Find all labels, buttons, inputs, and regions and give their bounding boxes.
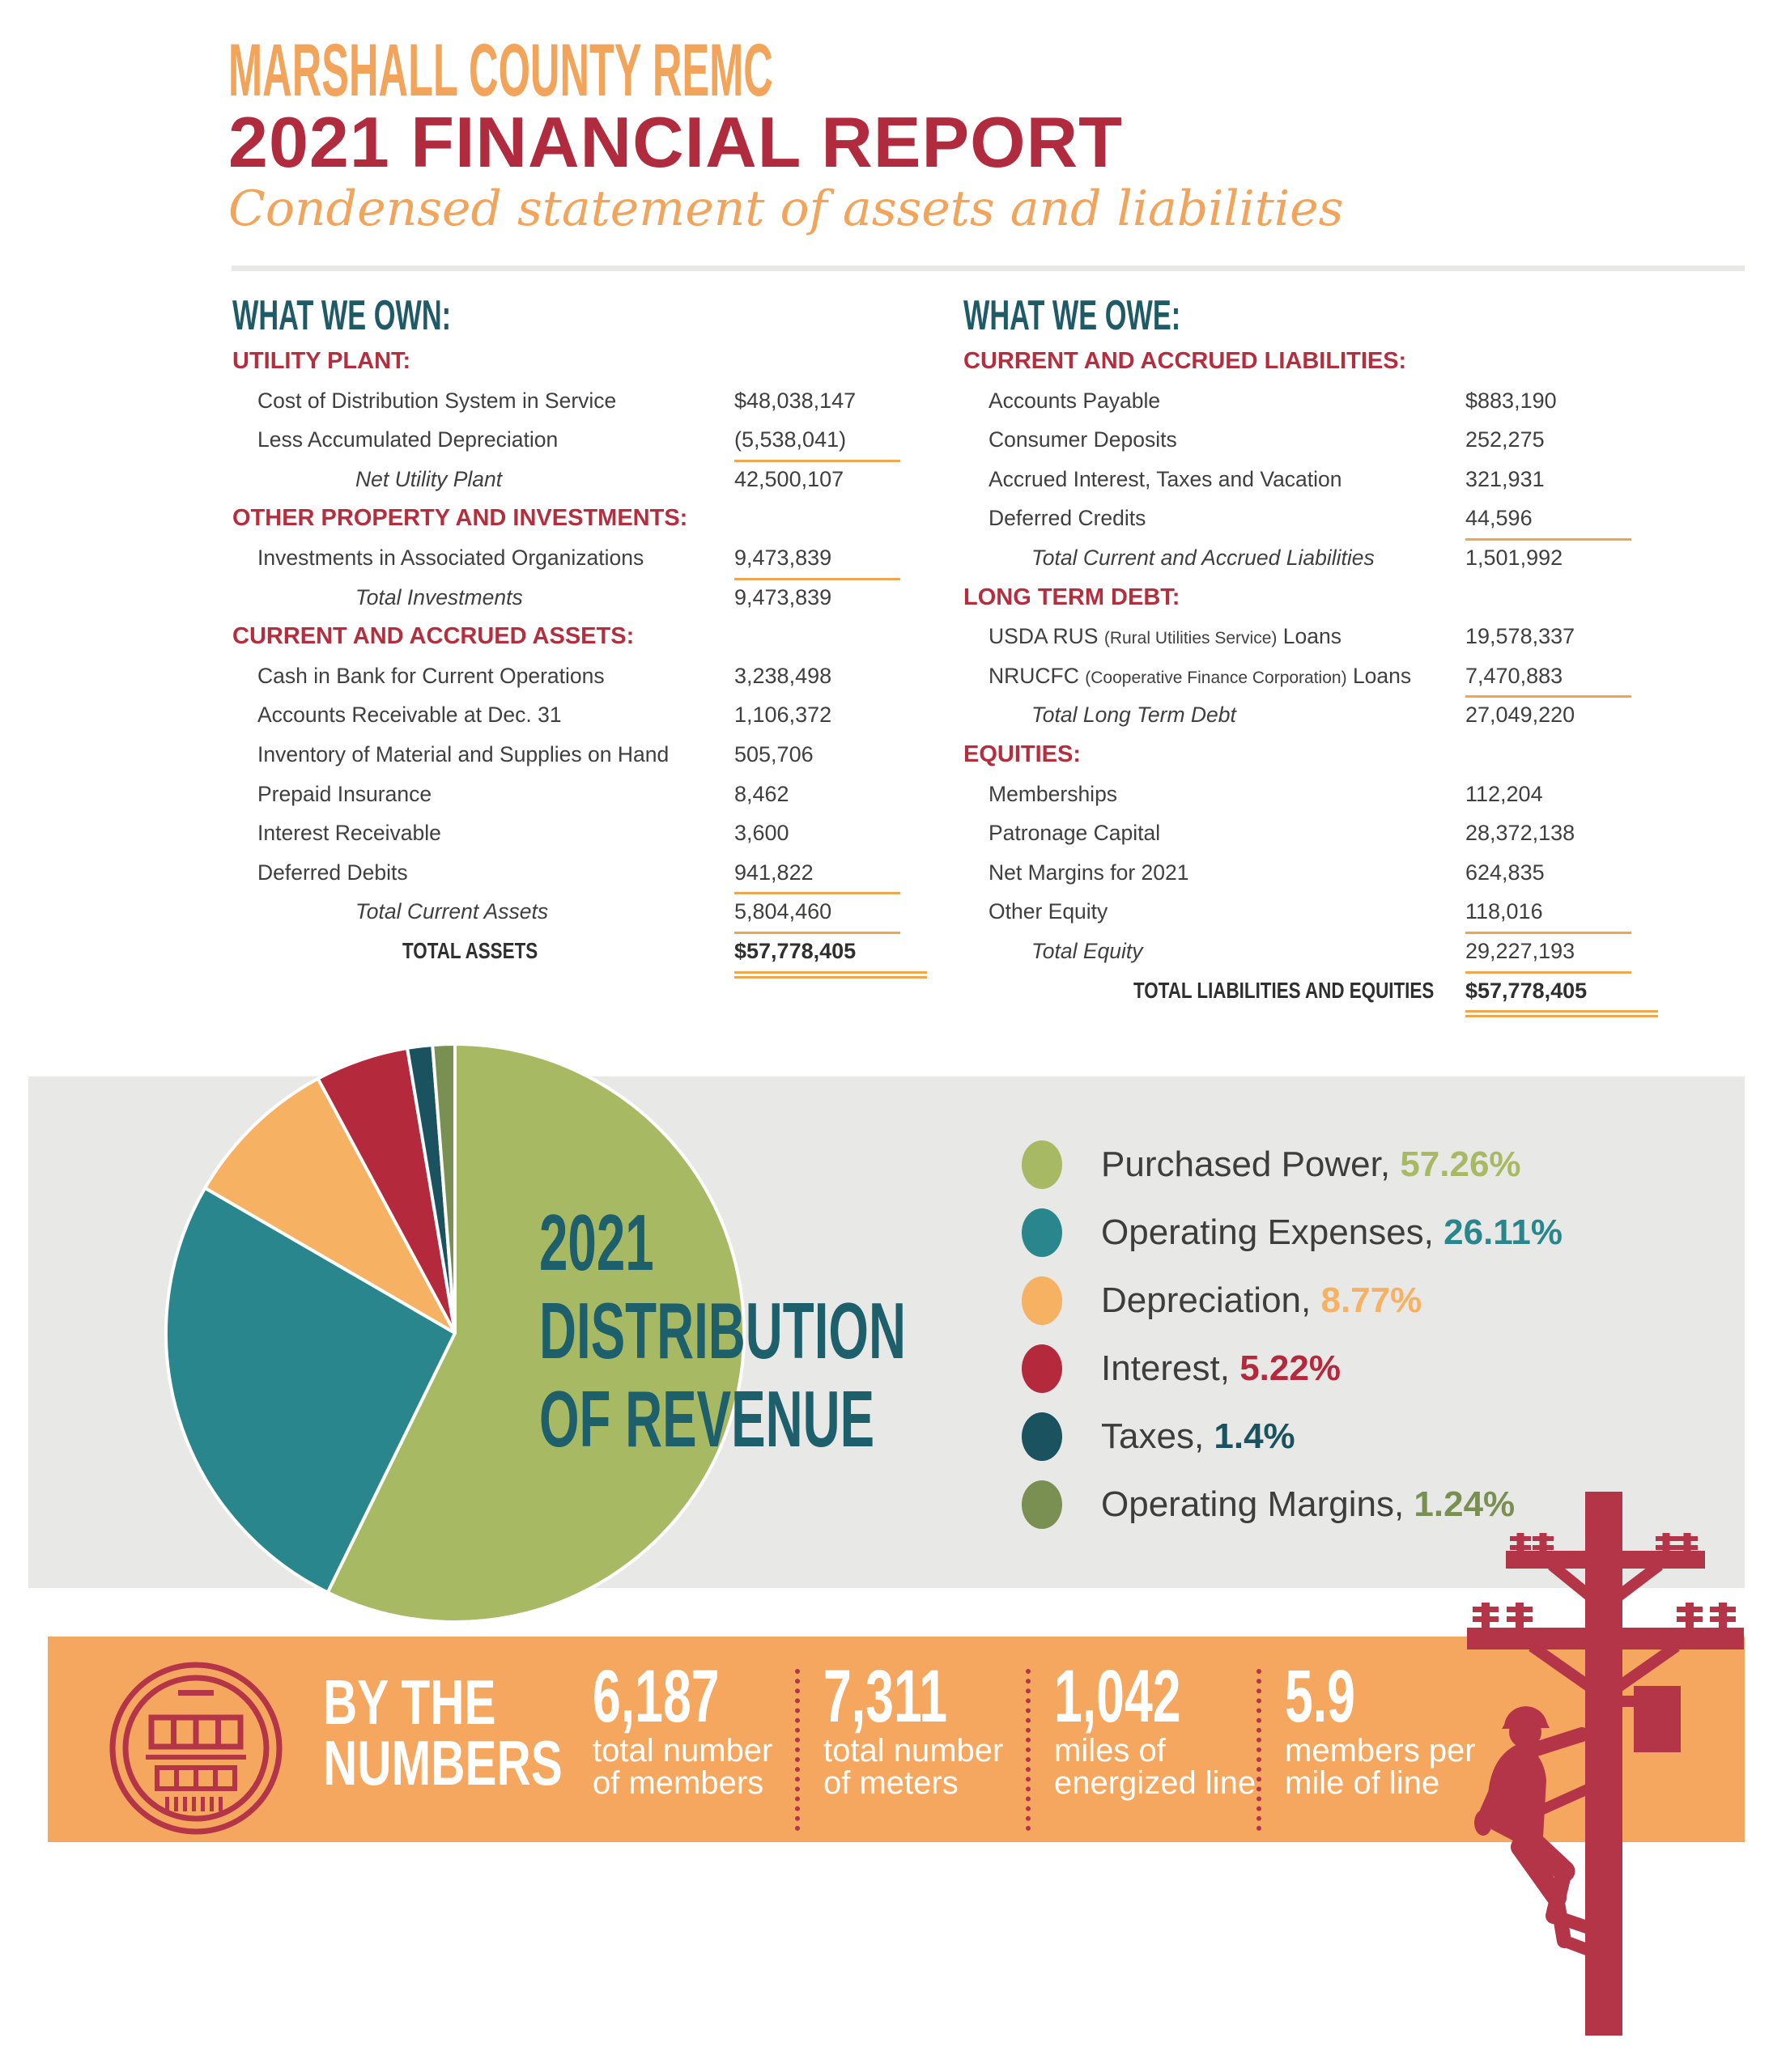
legend-item (1022, 1267, 1563, 1335)
electric-meter-icon (107, 1659, 285, 1837)
row-value: 112,204 (1465, 781, 1543, 806)
legend-label: Depreciation, 8.77% (1101, 1280, 1422, 1320)
legend-pct: 57.26% (1400, 1144, 1521, 1184)
balance-row (232, 420, 945, 460)
legend-item (1022, 1335, 1563, 1403)
balance-row (232, 932, 945, 971)
utility-pole-svg (1441, 1489, 1765, 2048)
balance-row (963, 853, 1676, 893)
legend-pct: 26.11% (1443, 1212, 1563, 1252)
row-label: NRUCFC (Cooperative Finance Corporation) Loans (989, 663, 1412, 688)
row-label: Cost of Distribution System in Service (257, 388, 617, 413)
row-value: 3,238,498 (734, 663, 832, 688)
balance-row (963, 381, 1676, 421)
lineman-on-utility-pole-illustration (1441, 1489, 1765, 2048)
row-label: Total Equity (1031, 938, 1143, 963)
page-subtitle: Condensed statement of assets and liabilities (228, 180, 1344, 237)
owe-heading: WHAT WE OWE: (963, 292, 1181, 339)
row-value: 44,596 (1465, 499, 1631, 541)
org-name: MARSHALL COUNTY REMC (228, 29, 773, 112)
row-label: Patronage Capital (989, 821, 1161, 846)
row-value: 624,835 (1465, 860, 1545, 885)
row-label: Net Margins for 2021 (989, 860, 1189, 885)
stat-label: total number of members (593, 1733, 773, 1801)
owe-rows (963, 342, 1676, 1010)
row-value: 7,470,883 (1465, 656, 1631, 698)
row-label: Investments in Associated Organizations (257, 545, 644, 570)
legend-dot (1022, 1344, 1062, 1393)
legend-dot (1022, 1412, 1062, 1461)
header-divider (232, 265, 1745, 271)
balance-row (232, 695, 945, 735)
row-label: Interest Receivable (257, 821, 441, 846)
stat-divider (795, 1669, 800, 1831)
balance-row (232, 735, 945, 775)
row-label: Cash in Bank for Current Operations (257, 663, 605, 688)
balance-row (232, 892, 945, 932)
row-label: Accounts Payable (989, 388, 1161, 413)
balance-row (232, 538, 945, 578)
stat-label: members per mile of line (1285, 1733, 1476, 1801)
legend-pct: 5.22% (1239, 1348, 1341, 1388)
by-the-numbers-heading: BY THE NUMBERS (323, 1667, 563, 1798)
stat-divider (1256, 1669, 1261, 1831)
row-label: Deferred Debits (257, 860, 408, 885)
balance-row (963, 460, 1676, 499)
row-label: UTILITY PLANT: (232, 348, 411, 374)
balance-row (963, 617, 1676, 656)
row-value: 505,706 (734, 741, 814, 766)
legend-label: Operating Margins, 1.24% (1101, 1484, 1516, 1524)
balance-row (963, 932, 1676, 971)
row-value: 9,473,839 (734, 538, 900, 580)
row-label: Accrued Interest, Taxes and Vacation (989, 466, 1342, 491)
balance-row (963, 538, 1676, 578)
stat-divider (1026, 1669, 1031, 1831)
balance-row (232, 853, 945, 893)
balance-row (232, 775, 945, 814)
row-value: 118,016 (1465, 892, 1631, 934)
legend-dot (1022, 1480, 1062, 1529)
legend-label: Taxes, 1.4% (1101, 1416, 1295, 1456)
balance-row (963, 656, 1676, 696)
row-value: $57,778,405 (734, 932, 927, 979)
legend-dot (1022, 1208, 1062, 1257)
legend-label: Interest, 5.22% (1101, 1348, 1341, 1388)
balance-row (963, 735, 1676, 775)
balance-row (232, 381, 945, 421)
row-value: 5,804,460 (734, 892, 900, 934)
row-label: Net Utility Plant (355, 466, 503, 491)
balance-row (963, 971, 1676, 1011)
row-label: Total Long Term Debt (1031, 703, 1236, 728)
row-value: 19,578,337 (1465, 624, 1575, 649)
row-label: Total Current and Accrued Liabilities (1031, 545, 1375, 570)
balance-row (232, 499, 945, 538)
row-label: USDA RUS (Rural Utilities Service) Loans (989, 624, 1341, 649)
row-value: 1,501,992 (1465, 545, 1563, 570)
stat-value: 6,187 (593, 1655, 720, 1738)
row-label: Total Investments (355, 584, 523, 609)
balance-row (232, 617, 945, 656)
row-value: 28,372,138 (1465, 821, 1575, 846)
row-label: Consumer Deposits (989, 427, 1177, 452)
balance-row (963, 695, 1676, 735)
row-label: CURRENT AND ACCRUED ASSETS: (232, 623, 635, 650)
row-value: $48,038,147 (734, 388, 857, 413)
balance-row (963, 892, 1676, 932)
row-label: LONG TERM DEBT: (963, 584, 1180, 610)
balance-row (232, 460, 945, 499)
row-label: CURRENT AND ACCRUED LIABILITIES: (963, 348, 1407, 374)
row-label: EQUITIES: (963, 741, 1082, 767)
legend-dot (1022, 1276, 1062, 1325)
row-label: TOTAL ASSETS (402, 937, 538, 963)
row-value: $883,190 (1465, 388, 1557, 413)
legend-label: Purchased Power, 57.26% (1101, 1144, 1521, 1184)
balance-row (963, 342, 1676, 381)
legend-dot (1022, 1140, 1062, 1189)
electric-meter-svg (107, 1659, 285, 1837)
legend-pct: 1.4% (1214, 1416, 1295, 1456)
row-label: TOTAL LIABILITIES AND EQUITIES (1133, 977, 1435, 1003)
chart-title: 2021 DISTRIBUTION OF REVENUE (539, 1198, 906, 1463)
chart-legend (1022, 1131, 1563, 1539)
balance-row (232, 813, 945, 853)
balance-row (963, 775, 1676, 814)
row-label: Memberships (989, 781, 1118, 806)
legend-label: Operating Expenses, 26.11% (1101, 1212, 1563, 1252)
balance-row (963, 813, 1676, 853)
row-value: 9,473,839 (734, 584, 832, 609)
lineman-silhouette (1474, 1706, 1590, 1951)
row-label: Total Current Assets (355, 899, 549, 924)
row-value: 29,227,193 (1465, 932, 1631, 974)
row-value: $57,778,405 (1465, 971, 1658, 1018)
row-label: Deferred Credits (989, 506, 1146, 531)
row-value: 8,462 (734, 781, 789, 806)
row-value: 252,275 (1465, 427, 1545, 452)
legend-item (1022, 1403, 1563, 1471)
row-value: 321,931 (1465, 466, 1545, 491)
stat-label: total number of meters (823, 1733, 1004, 1801)
balance-row (232, 578, 945, 618)
row-value: 941,822 (734, 853, 900, 895)
stat-value: 5.9 (1285, 1655, 1355, 1738)
page-title: 2021 FINANCIAL REPORT (228, 102, 1123, 182)
stat-value: 7,311 (823, 1655, 948, 1738)
legend-item (1022, 1199, 1563, 1267)
row-label: Less Accumulated Depreciation (257, 427, 559, 452)
own-heading: WHAT WE OWN: (232, 292, 452, 339)
legend-pct: 8.77% (1320, 1280, 1422, 1320)
stat-value: 1,042 (1054, 1655, 1181, 1738)
row-label: Accounts Receivable at Dec. 31 (257, 703, 562, 728)
row-value: 1,106,372 (734, 703, 832, 728)
legend-pct: 1.24% (1414, 1484, 1516, 1524)
row-label: Inventory of Material and Supplies on Hand (257, 741, 670, 766)
balance-row (963, 578, 1676, 618)
balance-row (963, 420, 1676, 460)
row-value: (5,538,041) (734, 420, 900, 462)
balance-row (963, 499, 1676, 538)
row-value: 42,500,107 (734, 466, 844, 491)
balance-row (232, 656, 945, 696)
row-label: Prepaid Insurance (257, 781, 432, 806)
row-label: Other Equity (989, 899, 1108, 924)
own-rows (232, 342, 945, 971)
row-value: 27,049,220 (1465, 703, 1575, 728)
legend-item (1022, 1131, 1563, 1199)
balance-row (232, 342, 945, 381)
row-value: 3,600 (734, 821, 789, 846)
stat-label: miles of energized line (1054, 1733, 1256, 1801)
row-label: OTHER PROPERTY AND INVESTMENTS: (232, 505, 688, 532)
